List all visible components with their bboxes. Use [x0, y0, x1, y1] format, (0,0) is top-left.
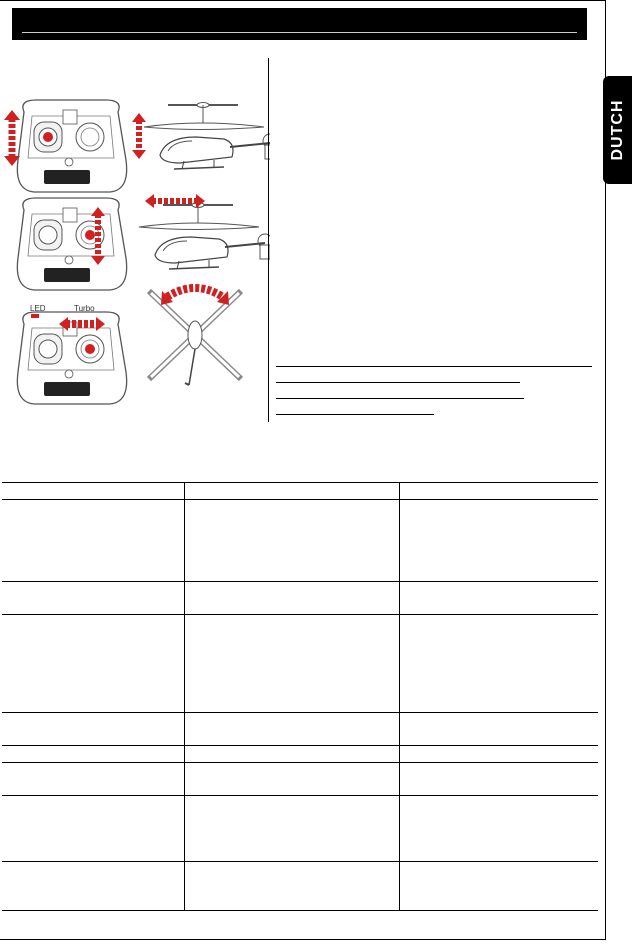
table-title-row — [2, 456, 598, 483]
note-underline — [276, 414, 434, 415]
remote-controller-icon — [17, 198, 126, 290]
table-row — [2, 746, 598, 763]
table-row — [2, 796, 598, 862]
troubleshooting-table — [2, 456, 598, 911]
led-label: LED — [30, 304, 46, 313]
note-underline — [276, 366, 592, 367]
helicopter-icon — [144, 103, 270, 170]
table-row — [2, 582, 598, 615]
table-row — [2, 500, 598, 582]
table-row — [2, 862, 598, 911]
language-tab-label: DUTCH — [608, 99, 626, 161]
left-stick-highlight-icon — [43, 132, 53, 142]
table-header-row — [2, 483, 598, 500]
arrow-icon — [132, 113, 146, 159]
note-underline — [276, 398, 524, 399]
right-stick-highlight-icon — [85, 344, 95, 354]
remote-controller-icon — [17, 100, 126, 192]
table-row — [2, 763, 598, 796]
turbo-label: Turbo — [74, 304, 95, 313]
table-row — [2, 615, 598, 713]
language-tab[interactable] — [603, 76, 632, 184]
control-illustrations — [0, 0, 270, 420]
rotor-top-view-icon — [149, 288, 241, 385]
arrow-icon — [4, 110, 20, 166]
table-row — [2, 713, 598, 746]
helicopter-icon — [139, 203, 270, 270]
column-divider — [268, 58, 269, 422]
led-indicator — [31, 314, 39, 318]
note-underline — [276, 382, 520, 383]
right-stick-highlight-icon — [85, 230, 95, 240]
